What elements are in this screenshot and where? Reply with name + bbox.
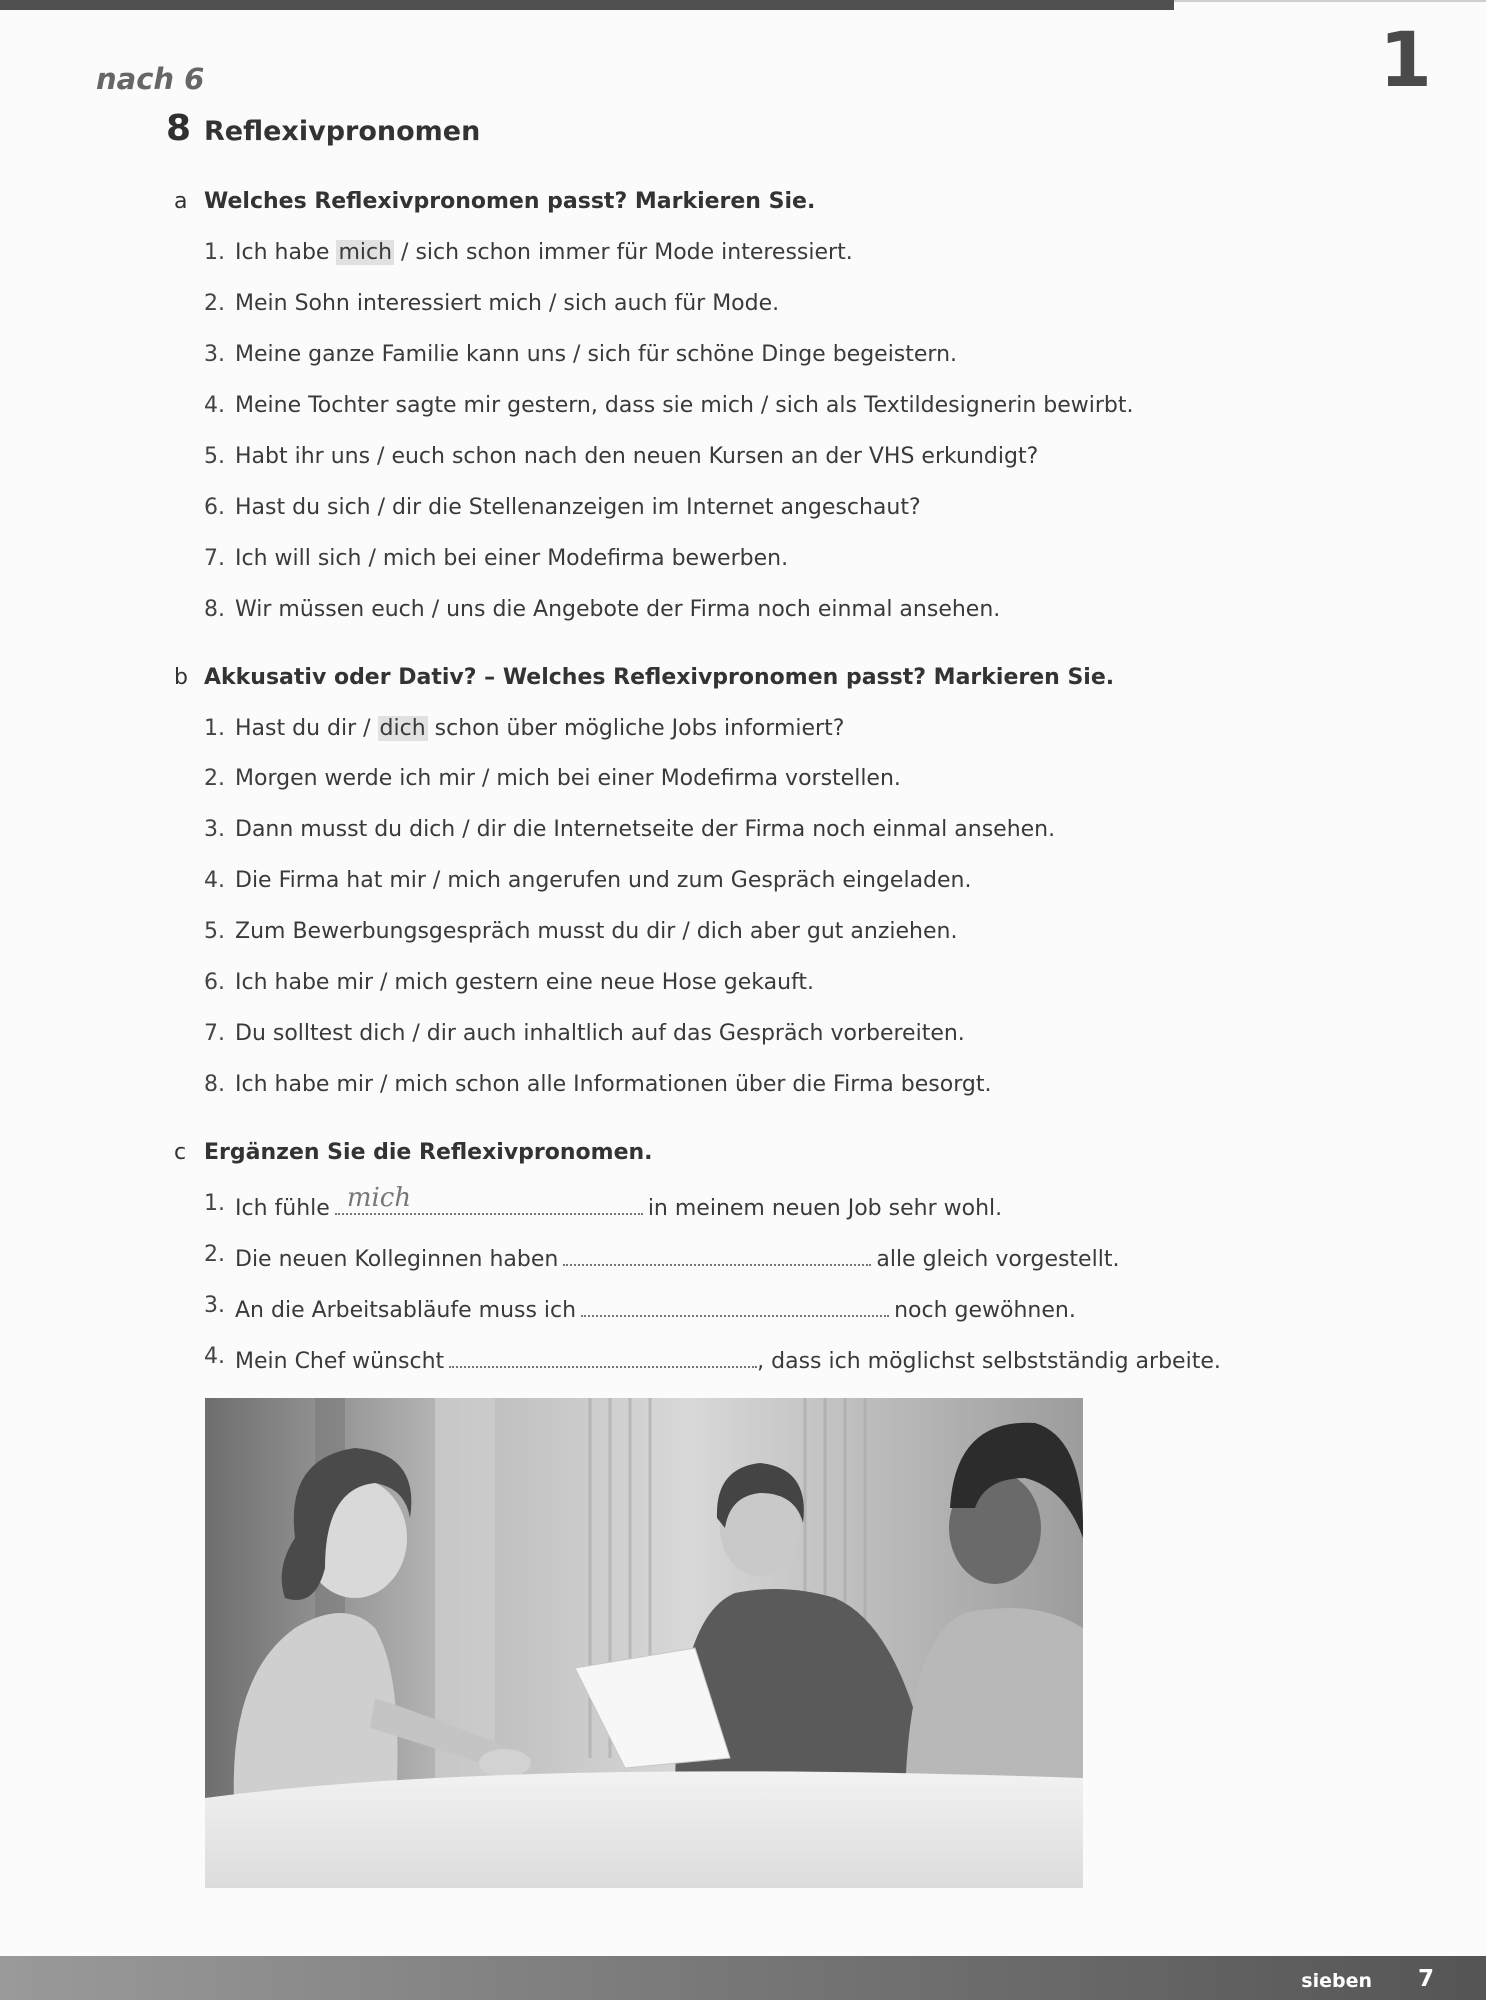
item-number: 8. <box>204 1072 225 1097</box>
item-number: 5. <box>204 444 225 469</box>
interview-photo <box>205 1398 1083 1888</box>
exercise-item: Ich will sich / mich bei einer Modefirma bewerben. <box>235 546 789 571</box>
item-number: 3. <box>204 342 225 367</box>
exercise-item: Wir müssen euch / uns die Angebote der Firma noch einmal ansehen. <box>235 597 1001 622</box>
exercise-item: Zum Bewerbungsgespräch musst du dir / dich aber gut anziehen. <box>235 919 958 944</box>
item-number: 7. <box>204 1021 225 1046</box>
page-number-word: sieben <box>1301 1970 1372 1992</box>
item-number: 3. <box>204 1293 225 1318</box>
section-a-instruction: Welches Reflexivpronomen passt? Markieren Sie. <box>204 189 816 214</box>
section-b-instruction: Akkusativ oder Dativ? – Welches Reflexivpronomen passt? Markieren Sie. <box>204 665 1115 690</box>
exercise-item: Die Firma hat mir / mich angerufen und zum Gespräch eingeladen. <box>235 868 972 893</box>
exercise-item: Dann musst du dich / dir die Internetseite der Firma noch einmal ansehen. <box>235 817 1056 842</box>
item-number: 1. <box>204 716 225 741</box>
exercise-title: Reflexivpronomen <box>204 116 481 147</box>
exercise-item: Hast du sich / dir die Stellenanzeigen im Internet angeschaut? <box>235 495 921 520</box>
exercise-item: Mein Sohn interessiert mich / sich auch für Mode. <box>235 291 780 316</box>
item-number: 6. <box>204 495 225 520</box>
exercise-item: Meine Tochter sagte mir gestern, dass sie mich / sich als Textildesignerin bewirbt. <box>235 393 1134 418</box>
footer-bar <box>0 1956 1486 2000</box>
item-number: 4. <box>204 1344 225 1369</box>
item-number: 2. <box>204 1242 225 1267</box>
section-b-letter: b <box>174 665 188 690</box>
marked-answer[interactable]: mich <box>338 240 393 265</box>
item-number: 7. <box>204 546 225 571</box>
fill-in-item: Die neuen Kolleginnen haben alle gleich vorgestellt. <box>235 1242 1119 1272</box>
page-number: 7 <box>1417 1966 1434 1992</box>
item-number: 3. <box>204 817 225 842</box>
exercise-item: Ich habe mich / sich schon immer für Mode interessiert. <box>235 240 853 265</box>
exercise-number: 8 <box>166 108 192 149</box>
answer-blank[interactable] <box>449 1344 757 1368</box>
section-c-letter: c <box>174 1140 187 1165</box>
marked-answer[interactable]: dich <box>379 716 426 741</box>
exercise-item: Ich habe mir / mich schon alle Informationen über die Firma besorgt. <box>235 1072 992 1097</box>
section-a-letter: a <box>174 189 188 214</box>
item-number: 6. <box>204 970 225 995</box>
fill-in-item: Ich fühle mich in meinem neuen Job sehr wohl. <box>235 1183 1003 1221</box>
item-number: 1. <box>204 1191 225 1216</box>
handwritten-answer: mich <box>346 1183 412 1213</box>
top-decor-line <box>1174 0 1486 2</box>
answer-blank[interactable] <box>581 1293 889 1317</box>
exercise-item: Meine ganze Familie kann uns / sich für schöne Dinge begeistern. <box>235 342 958 367</box>
exercise-item: Ich habe mir / mich gestern eine neue Hose gekauft. <box>235 970 815 995</box>
item-number: 4. <box>204 393 225 418</box>
top-decor-bar <box>0 0 1174 10</box>
exercise-item: Morgen werde ich mir / mich bei einer Modefirma vorstellen. <box>235 766 901 791</box>
fill-in-item: Mein Chef wünscht , dass ich möglichst selbstständig arbeite. <box>235 1344 1221 1374</box>
item-number: 2. <box>204 766 225 791</box>
unit-marker: nach 6 <box>96 62 205 96</box>
section-c-instruction: Ergänzen Sie die Reflexivpronomen. <box>204 1140 653 1165</box>
item-number: 2. <box>204 291 225 316</box>
answer-blank[interactable] <box>335 1183 643 1215</box>
item-number: 4. <box>204 868 225 893</box>
chapter-number: 1 <box>1379 15 1432 104</box>
exercise-item: Habt ihr uns / euch schon nach den neuen Kursen an der VHS erkundigt? <box>235 444 1039 469</box>
answer-blank[interactable] <box>563 1242 871 1266</box>
exercise-item: Du solltest dich / dir auch inhaltlich auf das Gespräch vorbereiten. <box>235 1021 965 1046</box>
exercise-item: Hast du dir / dich schon über mögliche Jobs informiert? <box>235 716 845 741</box>
item-number: 8. <box>204 597 225 622</box>
fill-in-item: An die Arbeitsabläufe muss ich noch gewöhnen. <box>235 1293 1076 1323</box>
item-number: 1. <box>204 240 225 265</box>
item-number: 5. <box>204 919 225 944</box>
